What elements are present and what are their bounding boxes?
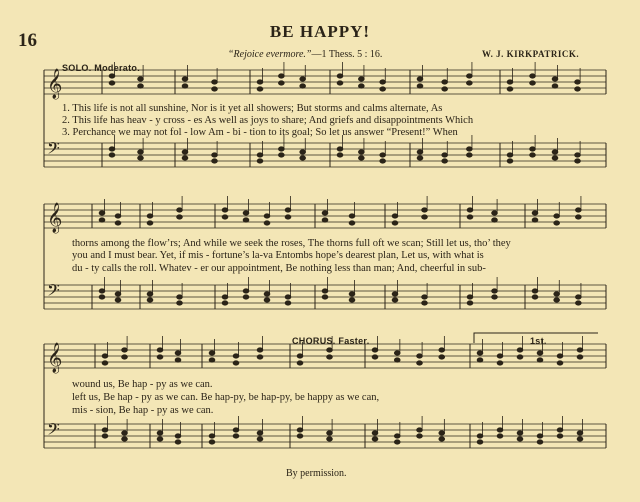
note-head (337, 81, 343, 85)
note-head (209, 440, 215, 444)
note-head (212, 80, 218, 84)
note-head (359, 150, 365, 154)
note-head (372, 437, 378, 441)
note-head (530, 81, 536, 85)
note-head (575, 153, 581, 157)
note-head (439, 431, 445, 435)
note-head (257, 355, 263, 359)
note-head (394, 351, 400, 355)
note-head (147, 221, 153, 225)
note-head (537, 440, 543, 444)
lyric-line: left us, Be hap - py as we can. Be hap-py, be hap-py, be happy as we can, (72, 392, 380, 403)
note-head (467, 74, 473, 78)
note-head (349, 298, 355, 302)
note-head (115, 292, 121, 296)
note-head (257, 159, 263, 163)
note-head (182, 77, 188, 81)
note-head (417, 77, 423, 81)
note-head (467, 81, 473, 85)
note-head (422, 208, 428, 212)
note-head (552, 156, 558, 160)
note-head (109, 147, 115, 151)
note-head (99, 295, 105, 299)
note-head (182, 84, 188, 88)
volta-label: 1st. (530, 336, 547, 346)
note-head (349, 292, 355, 296)
note-head (279, 74, 285, 78)
note-head (279, 147, 285, 151)
note-head (175, 358, 181, 362)
bass-clef-icon: 𝄢 (47, 280, 60, 304)
note-head (147, 292, 153, 296)
note-head (115, 214, 121, 218)
note-head (115, 221, 121, 225)
lyric-line: du - ty calls the roll. Whatev - er our appointment, Be nothing less than man; And, cheerful in sub- (72, 263, 486, 274)
note-head (349, 221, 355, 225)
note-head (222, 295, 228, 299)
note-head (157, 355, 163, 359)
note-head (532, 289, 538, 293)
note-head (392, 298, 398, 302)
note-head (552, 84, 558, 88)
note-head (359, 84, 365, 88)
scripture-quote: “Rejoice evermore.” (228, 49, 312, 60)
note-head (497, 354, 503, 358)
note-head (138, 156, 144, 160)
note-head (577, 437, 583, 441)
treble-clef-icon: 𝄞 (47, 69, 63, 99)
note-head (417, 428, 423, 432)
note-head (532, 218, 538, 222)
note-head (372, 355, 378, 359)
note-head (257, 437, 263, 441)
note-head (209, 351, 215, 355)
note-head (492, 289, 498, 293)
note-head (394, 358, 400, 362)
note-head (243, 218, 249, 222)
note-head (554, 298, 560, 302)
note-head (467, 295, 473, 299)
note-head (177, 301, 183, 305)
note-head (477, 358, 483, 362)
note-head (537, 434, 543, 438)
clefs (47, 68, 62, 443)
note-head (372, 348, 378, 352)
tempo-marking: SOLO. Moderato. (62, 63, 141, 73)
note-head (264, 292, 270, 296)
note-head (99, 211, 105, 215)
note-head (394, 434, 400, 438)
note-head (517, 355, 523, 359)
note-head (300, 156, 306, 160)
note-head (417, 361, 423, 365)
note-head (222, 215, 228, 219)
note-head (507, 87, 513, 91)
note-head (99, 218, 105, 222)
note-head (322, 289, 328, 293)
note-head (507, 80, 513, 84)
note-head (372, 431, 378, 435)
note-head (257, 431, 263, 435)
lyric-line: 2. This life has heav - y cross - es As well as joys to share; And griefs and disappointments Which (62, 115, 474, 126)
note-head (264, 214, 270, 218)
note-head (394, 440, 400, 444)
bass-clef-icon: 𝄢 (47, 419, 60, 443)
note-head (122, 431, 128, 435)
note-head (337, 153, 343, 157)
treble-clef-icon: 𝄞 (47, 343, 63, 373)
note-head (442, 80, 448, 84)
note-head (532, 295, 538, 299)
note-head (337, 74, 343, 78)
note-head (477, 434, 483, 438)
note-head (577, 431, 583, 435)
note-head (138, 150, 144, 154)
page-number: 16 (18, 30, 37, 51)
note-head (102, 434, 108, 438)
note-head (552, 150, 558, 154)
note-head (102, 361, 108, 365)
note-head (243, 289, 249, 293)
note-head (177, 295, 183, 299)
note-head (439, 437, 445, 441)
note-head (327, 431, 333, 435)
note-head (507, 159, 513, 163)
note-head (442, 159, 448, 163)
note-head (212, 153, 218, 157)
note-head (576, 301, 582, 305)
note-head (147, 214, 153, 218)
note-head (138, 84, 144, 88)
note-head (285, 301, 291, 305)
note-head (285, 295, 291, 299)
note-head (467, 215, 473, 219)
note-head (422, 301, 428, 305)
note-head (422, 215, 428, 219)
note-head (233, 428, 239, 432)
note-head (392, 292, 398, 296)
scripture-citation: —1 Thess. 5 : 16. (311, 49, 383, 60)
note-head (576, 208, 582, 212)
note-head (327, 355, 333, 359)
note-head (530, 153, 536, 157)
note-head (322, 211, 328, 215)
note-head (380, 87, 386, 91)
note-head (297, 434, 303, 438)
note-head (327, 437, 333, 441)
note-head (442, 87, 448, 91)
note-head (175, 434, 181, 438)
note-head (102, 428, 108, 432)
note-head (552, 77, 558, 81)
permission-note: By permission. (286, 468, 347, 479)
note-head (392, 214, 398, 218)
note-head (182, 150, 188, 154)
note-head (380, 159, 386, 163)
note-head (532, 211, 538, 215)
note-head (109, 153, 115, 157)
note-head (209, 434, 215, 438)
note-head (537, 358, 543, 362)
note-head (115, 298, 121, 302)
note-head (576, 295, 582, 299)
note-head (577, 348, 583, 352)
note-head (492, 295, 498, 299)
note-head (554, 221, 560, 225)
note-head (212, 87, 218, 91)
note-head (157, 348, 163, 352)
note-head (359, 77, 365, 81)
note-head (243, 295, 249, 299)
note-head (222, 301, 228, 305)
note-head (233, 354, 239, 358)
note-head (497, 434, 503, 438)
chorus-marking: CHORUS. Faster. (292, 336, 370, 346)
note-head (279, 81, 285, 85)
lyric-line: you and I must bear. Yet, if mis - fortune’s la-va Entombs hope’s dearest plan, Let us, with what is (72, 250, 484, 261)
note-head (517, 348, 523, 352)
note-head (575, 87, 581, 91)
lyric-line: wound us, Be hap - py as we can. (72, 379, 213, 390)
note-head (497, 361, 503, 365)
note-head (233, 361, 239, 365)
lyric-line: thorns among the flow’rs; And while we seek the roses, The thorns full oft we scan; Still let us, tho’ they (72, 238, 511, 249)
note-head (257, 87, 263, 91)
note-head (417, 156, 423, 160)
note-head (439, 355, 445, 359)
note-head (492, 218, 498, 222)
note-head (177, 208, 183, 212)
note-head (575, 80, 581, 84)
bass-clef-icon: 𝄢 (47, 138, 60, 162)
note-head (322, 295, 328, 299)
note-head (212, 159, 218, 163)
note-head (497, 428, 503, 432)
note-head (233, 434, 239, 438)
note-head (477, 440, 483, 444)
note-head (477, 351, 483, 355)
note-head (300, 77, 306, 81)
note-head (243, 211, 249, 215)
note-head (467, 208, 473, 212)
note-head (467, 301, 473, 305)
lyric-line: 1. This life is not all sunshine, Nor is it yet all showers; But storms and calms alternate, As (62, 103, 443, 114)
note-head (285, 208, 291, 212)
lyric-line: mis - sion, Be hap - py as we can. (72, 405, 214, 416)
note-head (349, 214, 355, 218)
note-head (554, 214, 560, 218)
treble-clef-icon: 𝄞 (47, 203, 63, 233)
note-head (175, 351, 181, 355)
note-head (517, 431, 523, 435)
note-head (279, 153, 285, 157)
note-head (337, 147, 343, 151)
note-head (417, 150, 423, 154)
note-head (297, 361, 303, 365)
note-head (209, 358, 215, 362)
hymn-title: BE HAPPY! (269, 22, 371, 41)
note-head (257, 153, 263, 157)
note-head (467, 153, 473, 157)
note-head (557, 361, 563, 365)
note-head (439, 348, 445, 352)
note-head (537, 351, 543, 355)
note-head (577, 355, 583, 359)
note-head (557, 428, 563, 432)
note-head (99, 289, 105, 293)
note-head (576, 215, 582, 219)
note-head (530, 74, 536, 78)
note-head (109, 74, 115, 78)
note-head (257, 80, 263, 84)
note-head (122, 348, 128, 352)
lyric-line: 3. Perchance we may not fol - low Am - bi - tion to its goal; So let us answer “Present!” When (62, 127, 458, 138)
note-head (157, 437, 163, 441)
note-head (138, 77, 144, 81)
note-head (222, 208, 228, 212)
note-head (322, 218, 328, 222)
note-head (300, 150, 306, 154)
note-head (285, 215, 291, 219)
composer-credit: W. J. KIRKPATRICK. (482, 49, 580, 59)
note-head (122, 437, 128, 441)
note-head (182, 156, 188, 160)
note-head (507, 153, 513, 157)
note-head (442, 153, 448, 157)
note-head (122, 355, 128, 359)
note-head (417, 354, 423, 358)
note-head (102, 354, 108, 358)
note-head (554, 292, 560, 296)
note-head (109, 81, 115, 85)
note-head (147, 298, 153, 302)
note-head (392, 221, 398, 225)
note-head (327, 348, 333, 352)
note-head (492, 211, 498, 215)
note-head (422, 295, 428, 299)
note-head (530, 147, 536, 151)
note-head (264, 298, 270, 302)
note-head (417, 434, 423, 438)
note-head (557, 354, 563, 358)
note-head (380, 80, 386, 84)
note-head (297, 354, 303, 358)
note-head (467, 147, 473, 151)
note-head (557, 434, 563, 438)
note-head (257, 348, 263, 352)
note-head (417, 84, 423, 88)
note-head (359, 156, 365, 160)
note-head (157, 431, 163, 435)
note-head (300, 84, 306, 88)
note-head (575, 159, 581, 163)
note-head (380, 153, 386, 157)
note-head (297, 428, 303, 432)
note-head (264, 221, 270, 225)
note-head (517, 437, 523, 441)
note-head (175, 440, 181, 444)
note-head (177, 215, 183, 219)
